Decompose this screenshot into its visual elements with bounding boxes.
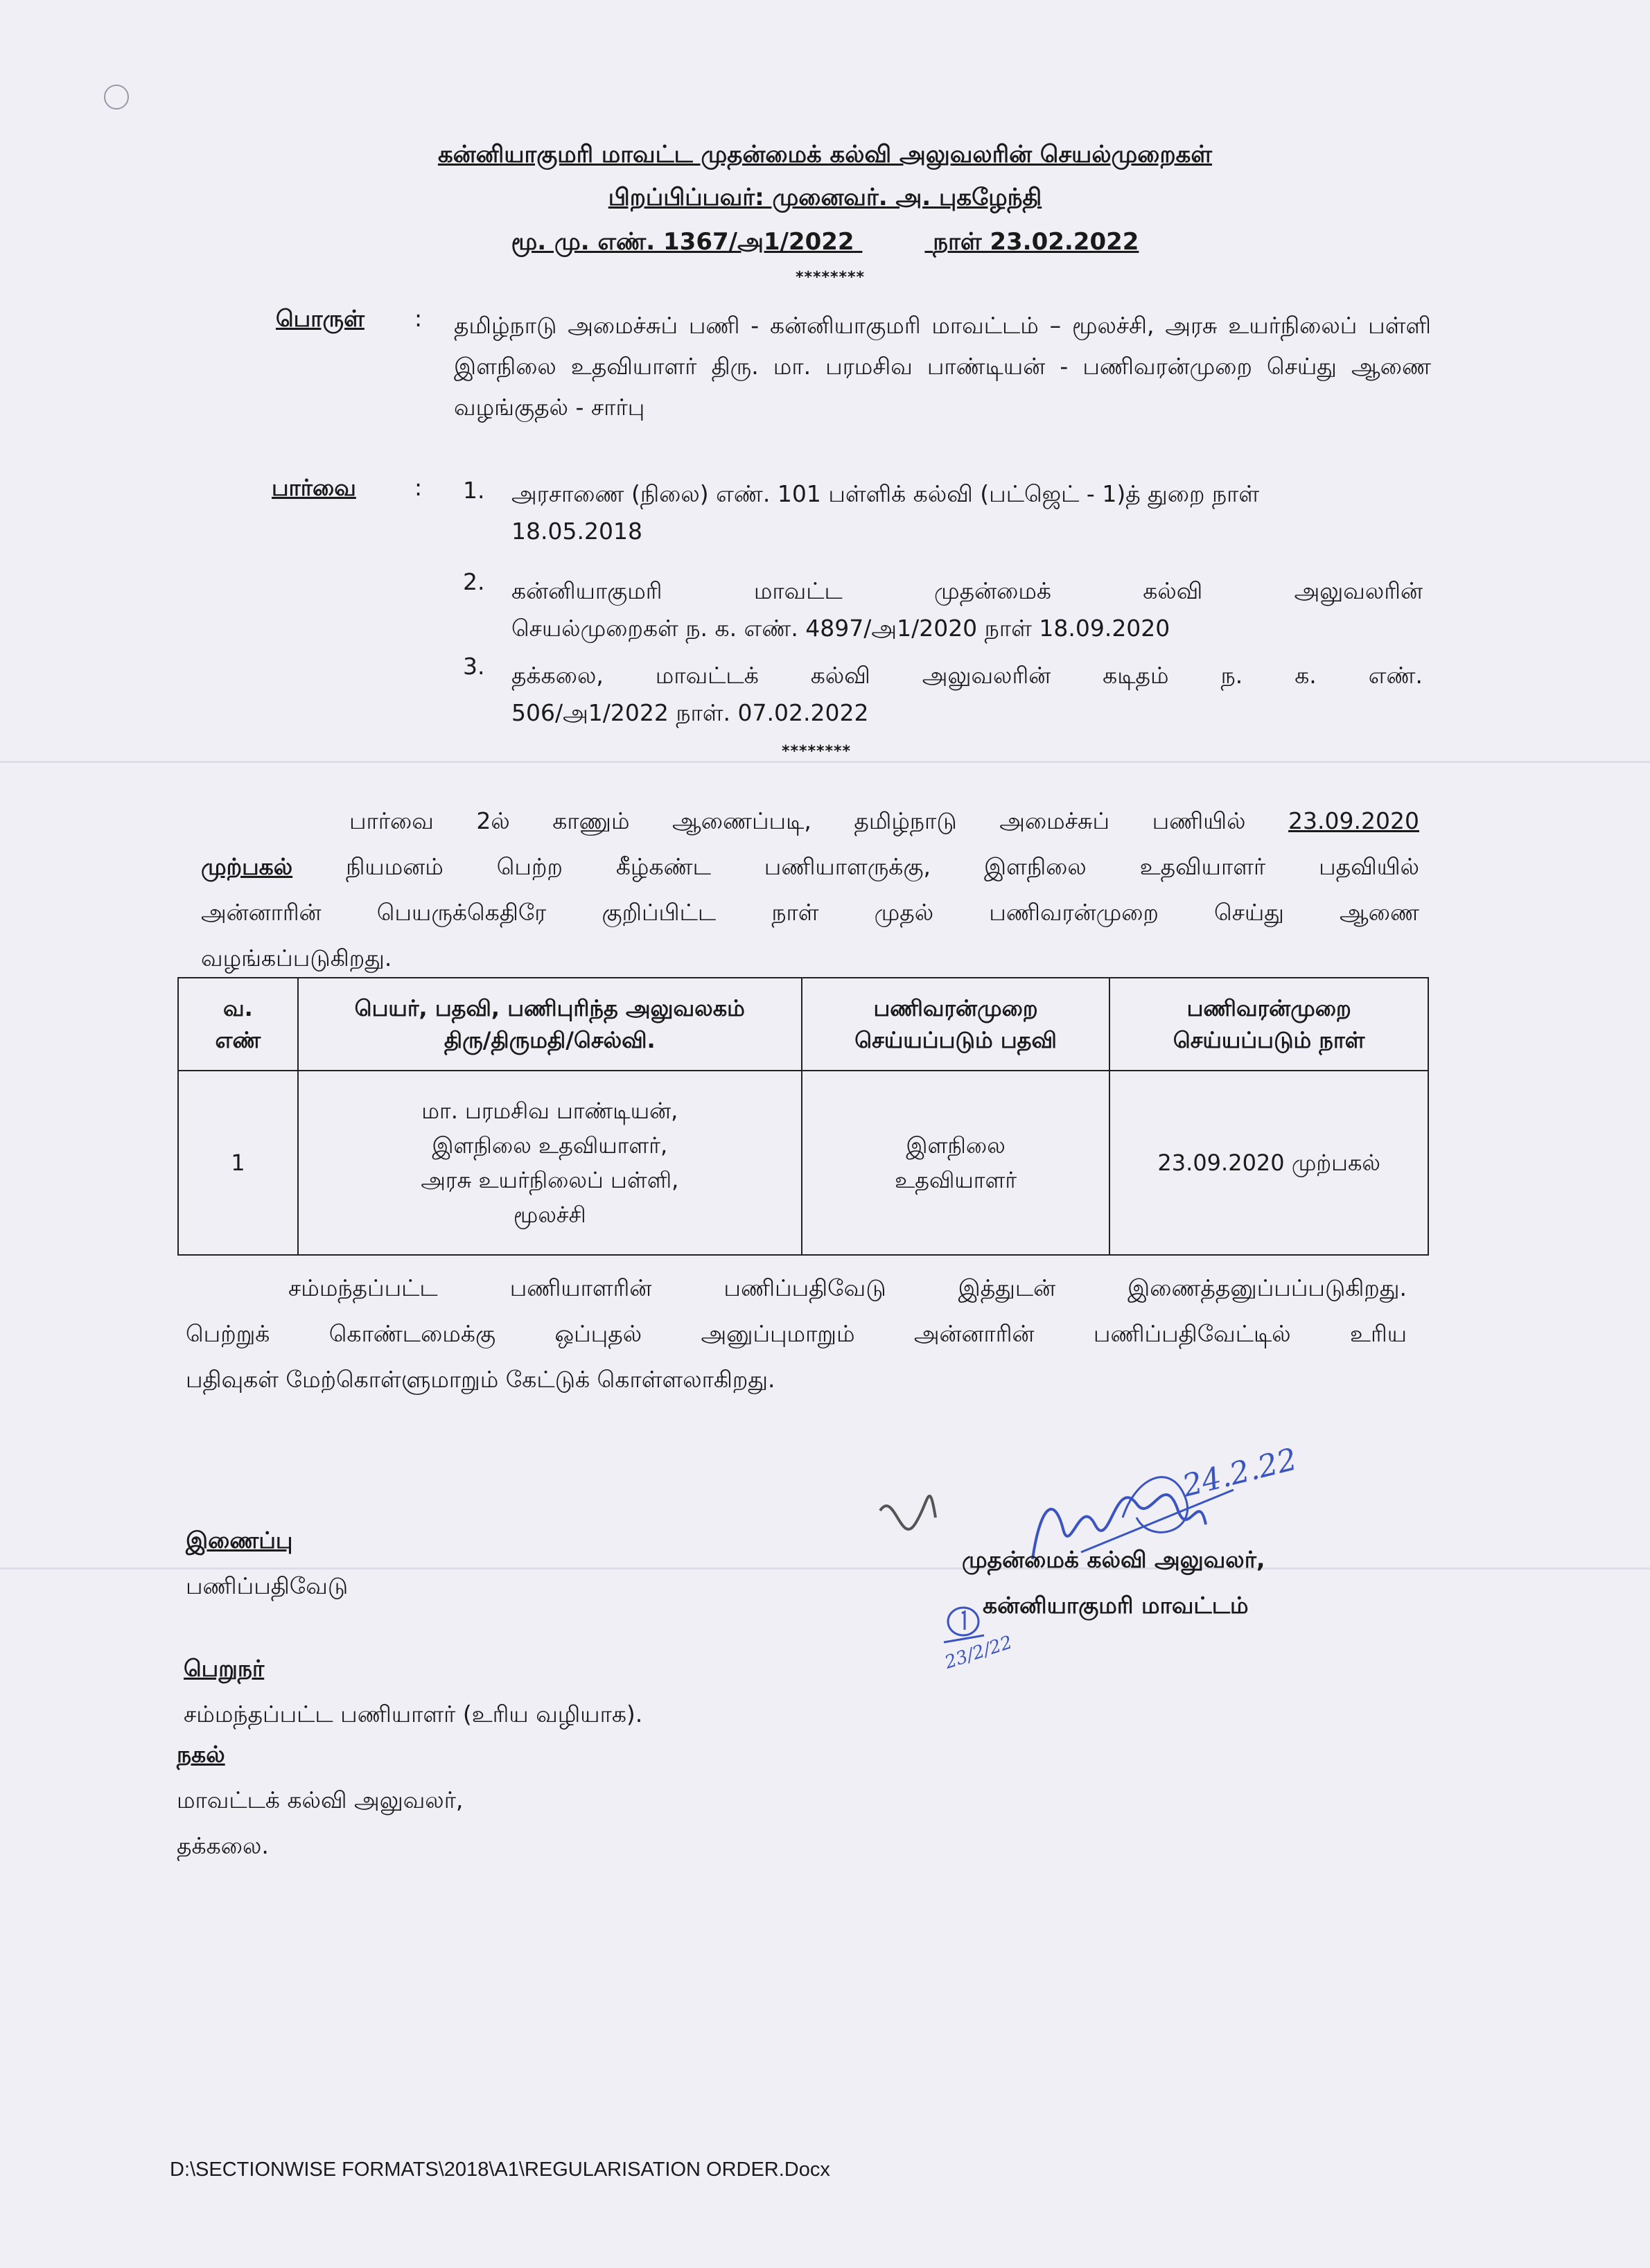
reference-2-line2: செயல்முறைகள் ந. க. எண். 4897/அ1/2020 நாள் 18.09.2020 xyxy=(511,615,1170,642)
column-header-serial: வ. எண் xyxy=(178,978,298,1071)
forenoon-label: முற்பகல் xyxy=(201,853,293,880)
reference-1 xyxy=(511,475,1423,550)
column-header-name: பெயர், பதவி, பணிபுரிந்த அலுவலகம் திரு/திருமதி/செல்வி. xyxy=(298,978,802,1071)
reference-1-line1: அரசாணை (நிலை) எண். 101 பள்ளிக் கல்வி (பட்ஜெட் - 1)த் துறை நாள் xyxy=(511,480,1260,507)
column-header-post: பணிவரன்முறை செய்யப்படும் பதவி xyxy=(802,978,1110,1071)
paper-mark xyxy=(104,85,129,109)
enclosure-block xyxy=(186,1518,348,1609)
reference-2-line1: கன்னியாகுமரி மாவட்ட முதன்மைக் கல்வி அலுவலரின் xyxy=(511,577,1423,604)
copy-label: நகல் xyxy=(177,1741,225,1768)
reference-3-number: 3. xyxy=(463,653,485,680)
reference-3-line1: தக்கலை, மாவட்டக் கல்வி அலுவலரின் கடிதம் ந. க. எண். xyxy=(511,662,1423,689)
paragraph-2 xyxy=(186,1265,1407,1403)
reference-number: மூ. மு. எண். 1367/அ1/2022 xyxy=(511,228,854,256)
cell-name: மா. பரமசிவ பாண்டியன், இளநிலை உதவியாளர், அரசு உயர்நிலைப் பள்ளி, மூலச்சி xyxy=(298,1071,802,1255)
reference-3-line2: 506/அ1/2022 நாள். 07.02.2022 xyxy=(511,699,869,726)
subject-text: தமிழ்நாடு அமைச்சுப் பணி - கன்னியாகுமரி மாவட்டம் – மூலச்சி, அரசு உயர்நிலைப் பள்ளி இளநிலை உதவியாளர் திரு. மா. பரமசிவ பாண்டியன் - பணிவரன்முறை செய்து ஆணை வழங்குதல் - சார்பு xyxy=(454,312,1431,421)
references-colon: : xyxy=(414,474,423,501)
reference-1-line2: 18.05.2018 xyxy=(511,518,642,545)
paragraph-2-line1: சம்மந்தப்பட்ட பணியாளரின் பணிப்பதிவேடு இத்துடன் இணைத்தனுப்பப்படுகிறது. xyxy=(288,1274,1407,1301)
office-title: கன்னியாகுமரி மாவட்ட முதன்மைக் கல்வி அலுவலரின் செயல்முறைகள் xyxy=(437,141,1213,168)
cell-serial: 1 xyxy=(178,1071,298,1255)
file-path-footer: D:\SECTIONWISE FORMATS\2018\A1\REGULARISATION ORDER.Docx xyxy=(170,2159,830,2181)
enclosure-label: இணைப்பு xyxy=(186,1527,293,1554)
subject-colon: : xyxy=(414,305,423,332)
recipient-block xyxy=(184,1646,642,1737)
paper-fold xyxy=(0,761,1650,763)
paragraph-1 xyxy=(201,798,1419,981)
copy-block xyxy=(177,1732,463,1869)
recipient-text: சம்மந்தப்பட்ட பணியாளர் (உரிய வழியாக). xyxy=(184,1700,643,1728)
signature-date: 24.2.22 xyxy=(1179,1441,1301,1504)
cell-post: இளநிலை உதவியாளர் xyxy=(802,1071,1110,1255)
appointment-date: 23.09.2020 xyxy=(1288,807,1419,834)
copy-line1: மாவட்டக் கல்வி அலுவலர், xyxy=(177,1786,464,1813)
issued-by: பிறப்பிப்பவர்: முனைவர். அ. புகழேந்தி xyxy=(608,184,1042,211)
paragraph-1-line1: பார்வை 2ல் காணும் ஆணைப்படி, தமிழ்நாடு அமைச்சுப் பணியில் 23.09.2020 xyxy=(349,807,1419,834)
received-date: 23/2/22 xyxy=(942,1632,1015,1673)
recipient-label: பெறுநர் xyxy=(184,1655,265,1682)
paragraph-2-line2: பெற்றுக் கொண்டமைக்கு ஒப்புதல் அனுப்புமாறும் அன்னாரின் பணிப்பதிவேட்டில் உரிய xyxy=(186,1320,1407,1347)
regularisation-table xyxy=(177,977,1429,1256)
officer-designation: முதன்மைக் கல்வி அலுவலர், xyxy=(962,1546,1265,1573)
references-label: பார்வை xyxy=(272,474,356,501)
reference-2-number: 2. xyxy=(463,568,485,595)
reference-2 xyxy=(511,572,1423,647)
paragraph-1-line2: முற்பகல் நியமனம் பெற்ற கீழ்கண்ட பணியாளருக்கு, இளநிலை உதவியாளர் பதவியில் xyxy=(201,853,1419,880)
table-header-row xyxy=(178,978,1428,1071)
reference-1-number: 1. xyxy=(463,477,485,504)
designation-block xyxy=(962,1537,1265,1628)
subject-label: பொருள் xyxy=(276,305,365,332)
order-date: நாள் 23.02.2022 xyxy=(933,228,1139,256)
paragraph-1-line4: வழங்கப்படுகிறது. xyxy=(201,944,392,972)
separator: ******** xyxy=(796,269,866,286)
reference-3 xyxy=(511,657,1423,732)
separator: ******** xyxy=(782,743,852,760)
reference-line xyxy=(0,228,1650,258)
officer-district: கன்னியாகுமரி மாவட்டம் xyxy=(983,1592,1249,1619)
table-row xyxy=(178,1071,1428,1255)
enclosure-item: பணிப்பதிவேடு xyxy=(186,1572,349,1599)
copy-line2: தக்கலை. xyxy=(177,1832,269,1859)
column-header-date: பணிவரன்முறை செய்யப்படும் நாள் xyxy=(1109,978,1428,1071)
paragraph-1-line3: அன்னாரின் பெயருக்கெதிரே குறிப்பிட்ட நாள் முதல் பணிவரன்முறை செய்து ஆணை xyxy=(201,899,1419,926)
paragraph-2-line3: பதிவுகள் மேற்கொள்ளுமாறும் கேட்டுக் கொள்ளலாகிறது. xyxy=(186,1366,775,1393)
cell-date: 23.09.2020 முற்பகல் xyxy=(1109,1071,1428,1255)
